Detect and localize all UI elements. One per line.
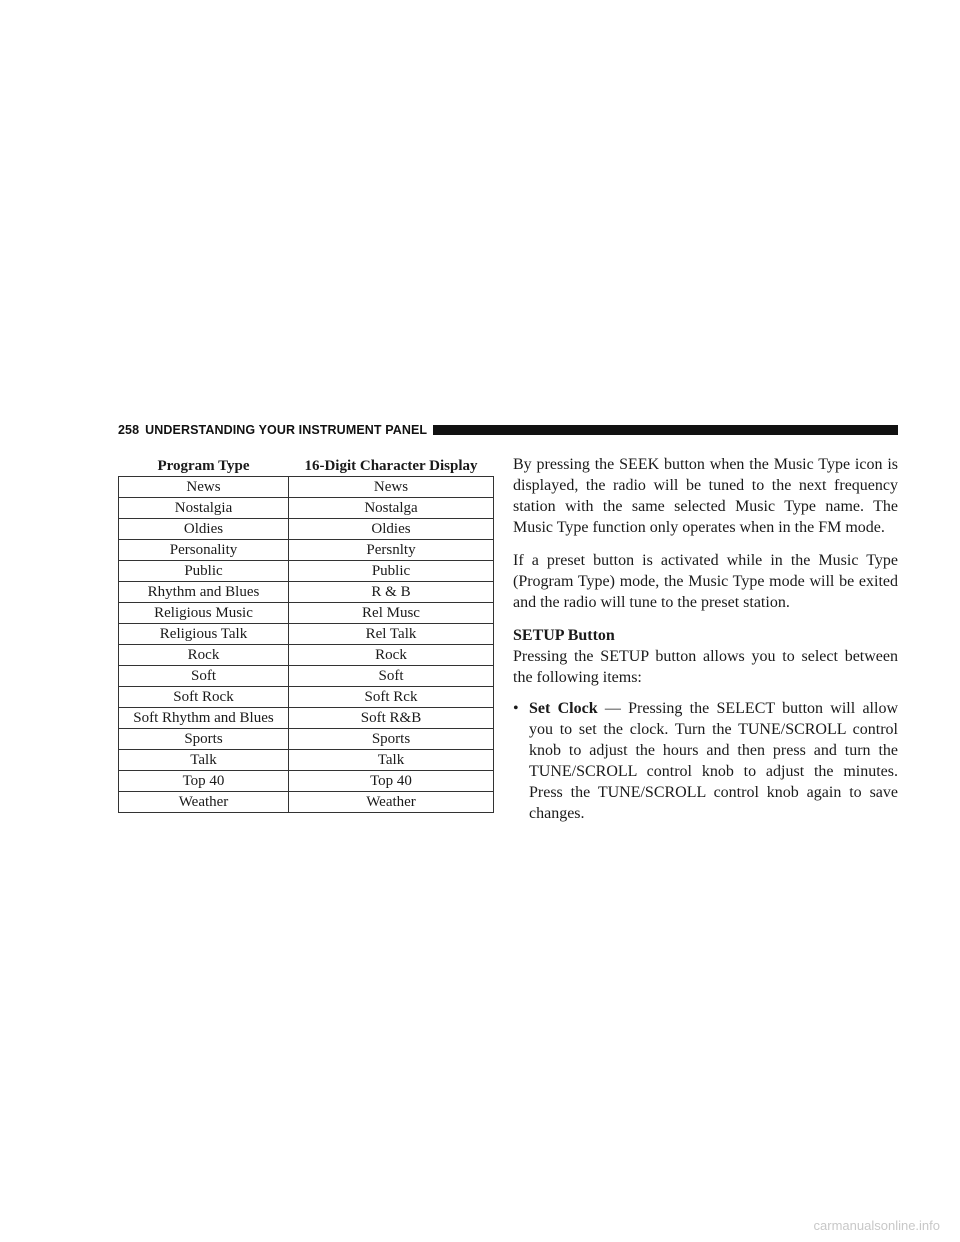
cell-character-display: Public — [289, 561, 494, 582]
cell-character-display: Weather — [289, 792, 494, 813]
section-title: UNDERSTANDING YOUR INSTRUMENT PANEL — [145, 423, 428, 437]
cell-program-type: Weather — [119, 792, 289, 813]
cell-program-type: Public — [119, 561, 289, 582]
table-row — [119, 498, 494, 519]
table-row — [119, 666, 494, 687]
cell-program-type: Religious Music — [119, 603, 289, 624]
header-rule — [433, 425, 898, 435]
cell-program-type: News — [119, 477, 289, 498]
setup-heading: SETUP Button — [513, 627, 615, 644]
cell-program-type: Oldies — [119, 519, 289, 540]
table-row — [119, 792, 494, 813]
cell-character-display: Soft R&B — [289, 708, 494, 729]
bullet-set-clock — [513, 698, 898, 824]
cell-program-type: Religious Talk — [119, 624, 289, 645]
table-row — [119, 519, 494, 540]
bullet-dot-icon: • — [513, 700, 519, 717]
cell-program-type: Rhythm and Blues — [119, 582, 289, 603]
table-row — [119, 687, 494, 708]
body-text-column — [513, 454, 898, 824]
table-row — [119, 708, 494, 729]
cell-program-type: Talk — [119, 750, 289, 771]
program-type-table — [118, 456, 494, 813]
table-row — [119, 561, 494, 582]
bullet-body — [529, 698, 898, 824]
table-body — [119, 477, 494, 813]
bullet-label: Set Clock — [529, 700, 598, 717]
cell-program-type: Nostalgia — [119, 498, 289, 519]
table-row — [119, 624, 494, 645]
column-header-character-display: 16-Digit Character Display — [289, 456, 494, 477]
watermark: carmanualsonline.info — [813, 1218, 940, 1233]
cell-program-type: Soft Rhythm and Blues — [119, 708, 289, 729]
cell-character-display: R & B — [289, 582, 494, 603]
cell-character-display: Oldies — [289, 519, 494, 540]
cell-character-display: Sports — [289, 729, 494, 750]
paragraph-preset: If a preset button is activated while in the Music Type (Program Type) mode, the Music Type mode will be exited and the radio will tune to the preset station. — [513, 552, 898, 611]
cell-program-type: Sports — [119, 729, 289, 750]
cell-character-display: Persnlty — [289, 540, 494, 561]
cell-character-display: Rock — [289, 645, 494, 666]
cell-character-display: Soft Rck — [289, 687, 494, 708]
cell-character-display: Talk — [289, 750, 494, 771]
table-row — [119, 540, 494, 561]
table-header-row — [119, 456, 494, 477]
table-row — [119, 750, 494, 771]
setup-intro: Pressing the SETUP button allows you to select between the following items: — [513, 648, 898, 686]
table-row — [119, 603, 494, 624]
cell-program-type: Top 40 — [119, 771, 289, 792]
column-header-program-type: Program Type — [119, 456, 289, 477]
cell-character-display: Rel Talk — [289, 624, 494, 645]
cell-character-display: Soft — [289, 666, 494, 687]
table-row — [119, 477, 494, 498]
cell-character-display: News — [289, 477, 494, 498]
cell-program-type: Soft Rock — [119, 687, 289, 708]
cell-character-display: Top 40 — [289, 771, 494, 792]
table-row — [119, 729, 494, 750]
table-row — [119, 771, 494, 792]
page-number: 258 — [118, 423, 140, 437]
cell-character-display: Nostalga — [289, 498, 494, 519]
paragraph-seek: By pressing the SEEK button when the Music Type icon is displayed, the radio will be tuned to the next frequency station with the same selected Music Type name. The Music Type function only operates when in the FM mode. — [513, 456, 898, 536]
cell-program-type: Personality — [119, 540, 289, 561]
table-row — [119, 582, 494, 603]
page-header — [118, 420, 898, 440]
cell-program-type: Rock — [119, 645, 289, 666]
cell-program-type: Soft — [119, 666, 289, 687]
bullet-text: — Pressing the SELECT button will allow you to set the clock. Turn the TUNE/SCROLL control knob to adjust the hours and then press and turn the TUNE/SCROLL control knob to adjust the minutes. Press the TUNE/SCROLL control knob again to save changes. — [529, 700, 898, 822]
table-row — [119, 645, 494, 666]
cell-character-display: Rel Musc — [289, 603, 494, 624]
